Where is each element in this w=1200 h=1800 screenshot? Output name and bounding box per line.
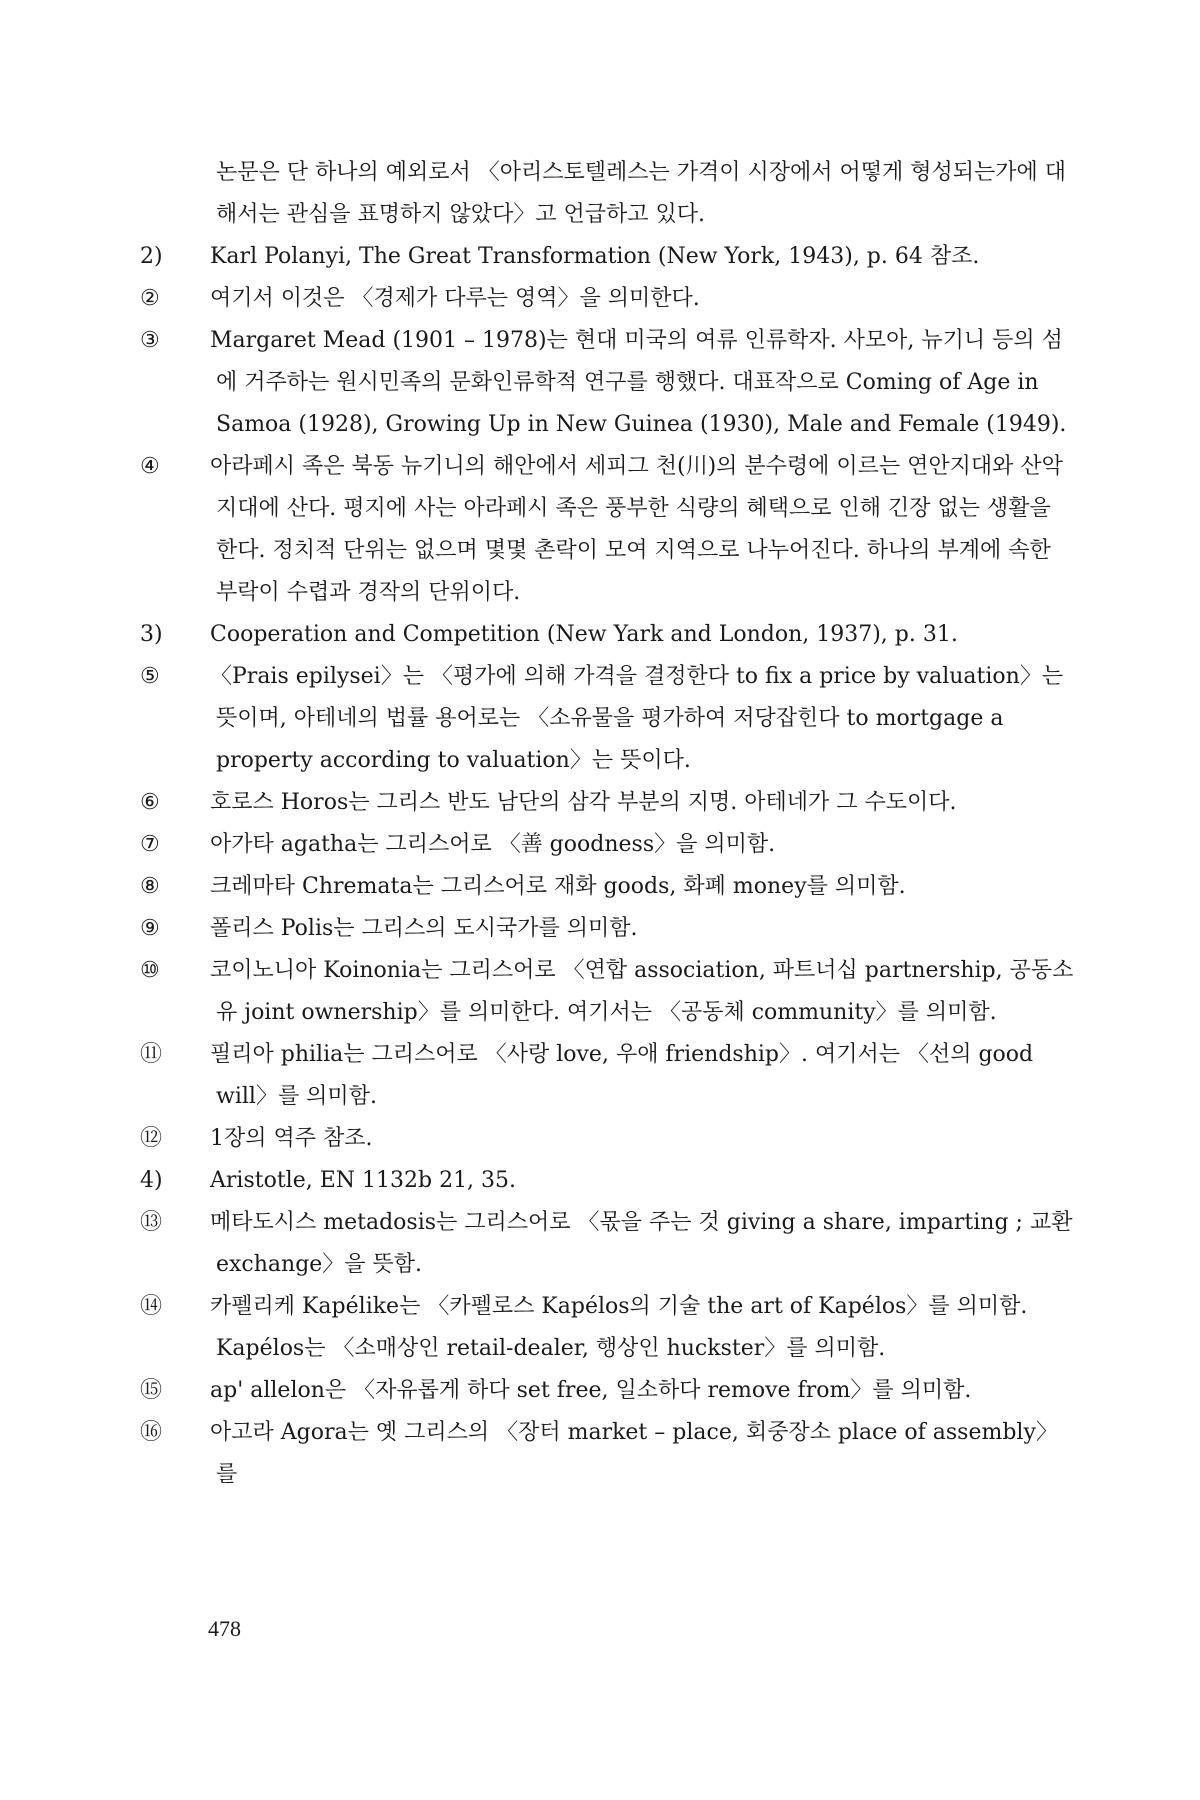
note-marker: ③ [140,328,160,353]
note-3: 3) Cooperation and Competition (New Yark and London, 1937), p. 31. [178,614,1078,656]
note-circle-9: ⑨ 폴리스 Polis는 그리스의 도시국가를 의미함. [178,908,1078,950]
note-marker: ⑤ [140,664,160,689]
note-marker: ⑭ [140,1294,163,1319]
note-circle-8: ⑧ 크레마타 Chremata는 그리스어로 재화 goods, 화폐 money를 의미함. [178,866,1078,908]
note-circle-7: ⑦ 아가타 agatha는 그리스어로 〈善 goodness〉을 의미함. [178,824,1078,866]
note-circle-16: ⑯ 아고라 Agora는 옛 그리스의 〈장터 market – place, 회중장소 place of assembly〉를 [178,1412,1078,1496]
note-circle-2: ② 여기서 이것은 〈경제가 다루는 영역〉을 의미한다. [178,278,1078,320]
note-marker: ⑯ [140,1420,163,1445]
note-marker: ⑮ [140,1378,163,1403]
note-circle-12: ⑫ 1장의 역주 참조. [178,1118,1078,1160]
note-circle-10: ⑩ 코이노니아 Koinonia는 그리스어로 〈연합 association, 파트너십 partnership, 공동소유 joint ownership〉를 의미한다. 여기서는 〈공동체 community〉를 의미함. [178,950,1078,1034]
note-marker: 2) [140,244,163,269]
note-circle-4: ④ 아라페시 족은 북동 뉴기니의 해안에서 세피그 천(川)의 분수령에 이르는 연안지대와 산악지대에 산다. 평지에 사는 아라페시 족은 풍부한 식량의 혜택으로 인해 긴장 없는 생활을 한다. 정치적 단위는 없으며 몇몇 촌락이 모여 지역으로 나누어진다. 하나의 부계에 속한 부락이 수렵과 경작의 단위이다. [178,446,1078,614]
note-4: 4) Aristotle, EN 1132b 21, 35. [178,1160,1078,1202]
note-marker: ② [140,286,160,311]
note-marker: ⑬ [140,1210,163,1235]
note-2: 2) Karl Polanyi, The Great Transformation (New York, 1943), p. 64 참조. [178,236,1078,278]
note-marker: ⑨ [140,916,160,941]
note-marker: 3) [140,622,163,647]
note-marker: ④ [140,454,160,479]
note-continuation: 논문은 단 하나의 예외로서 〈아리스토텔레스는 가격이 시장에서 어떻게 형성되는가에 대해서는 관심을 표명하지 않았다〉고 언급하고 있다. [216,160,1067,227]
note-marker: ⑫ [140,1126,163,1151]
note-marker: ⑪ [140,1042,163,1067]
note-circle-15: ⑮ ap' allelon은 〈자유롭게 하다 set free, 일소하다 remove from〉를 의미함. [178,1370,1078,1412]
note-circle-13: ⑬ 메타도시스 metadosis는 그리스어로 〈몫을 주는 것 giving a share, imparting ; 교환 exchange〉을 뜻함. [178,1202,1078,1286]
notes-list [140,152,1078,1496]
page-number: 478 [208,1616,241,1641]
note-circle-11: ⑪ 필리아 philia는 그리스어로 〈사랑 love, 우애 friendship〉. 여기서는 〈선의 good will〉를 의미함. [178,1034,1078,1118]
note-circle-5: ⑤ 〈Prais epilysei〉는 〈평가에 의해 가격을 결정한다 to fix a price by valuation〉는 뜻이며, 아테네의 법률 용어로는 〈소유물을 평가하여 저당잡힌다 to mortgage a property according to valuation〉는 뜻이다. [178,656,1078,782]
note-circle-14: ⑭ 카펠리케 Kapélike는 〈카펠로스 Kapélos의 기술 the art of Kapélos〉를 의미함. Kapélos는 〈소매상인 retail-dealer, 행상인 huckster〉를 의미함. [178,1286,1078,1370]
note-circle-6: ⑥ 호로스 Horos는 그리스 반도 남단의 삼각 부분의 지명. 아테네가 그 수도이다. [178,782,1078,824]
note-marker: ⑥ [140,790,160,815]
note-circle-3: ③ Margaret Mead (1901 – 1978)는 현대 미국의 여류 인류학자. 사모아, 뉴기니 등의 섬에 거주하는 원시민족의 문화인류학적 연구를 행했다. 대표작으로 Coming of Age in Samoa (1928), Growing Up in New Guinea (1930), Male and Female (1949). [178,320,1078,446]
note-marker: ⑦ [140,832,160,857]
note-marker: ⑧ [140,874,160,899]
note-marker: ⑩ [140,958,160,983]
note-marker: 4) [140,1168,163,1193]
